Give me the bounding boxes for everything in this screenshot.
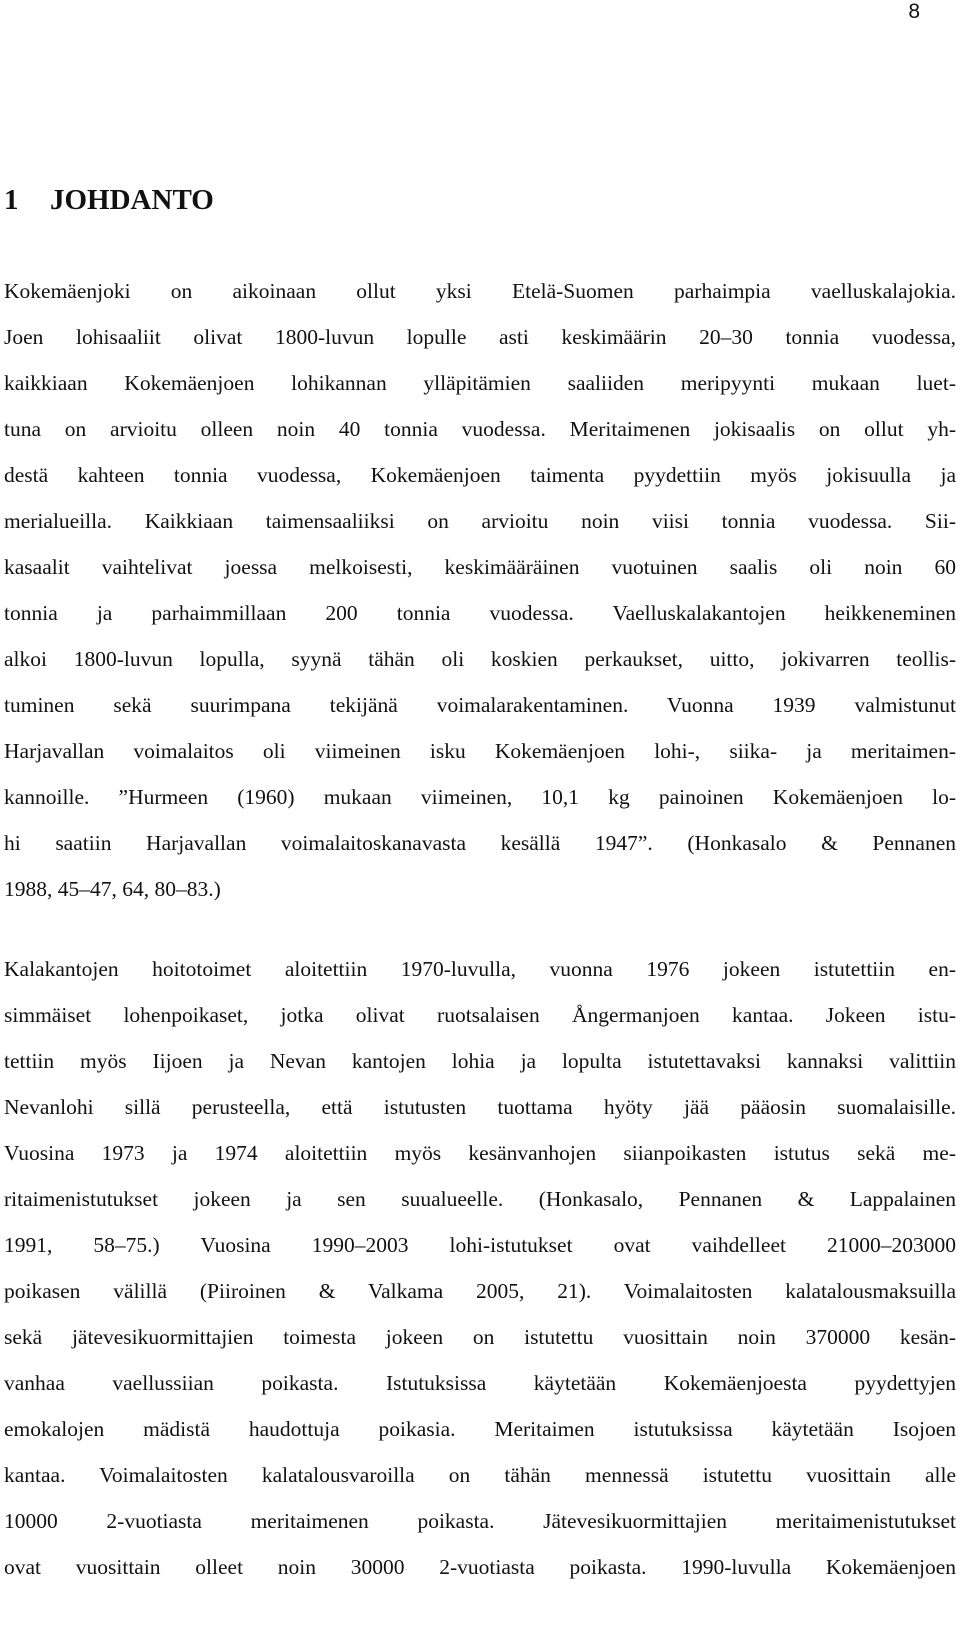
text-line: simmäiset lohenpoikaset, jotka olivat ruotsalaisen Ångermanjoen kantaa. Jokeen istu- — [4, 1003, 956, 1027]
text-line: Joen lohisaaliit olivat 1800-luvun lopulle asti keskimäärin 20–30 tonnia vuodessa, — [4, 325, 956, 349]
text-line: ovat vuosittain olleet noin 30000 2-vuotiasta poikasta. 1990-luvulla Kokemäenjoen — [4, 1555, 956, 1579]
text-line: tuna on arvioitu olleen noin 40 tonnia vuodessa. Meritaimenen jokisaalis on ollut yh- — [4, 417, 956, 441]
text-line: kaikkiaan Kokemäenjoen lohikannan ylläpitämien saaliiden meripyynti mukaan luet- — [4, 371, 956, 395]
chapter-heading — [4, 184, 214, 217]
text-line: tonnia ja parhaimmillaan 200 tonnia vuodessa. Vaelluskalakantojen heikkeneminen — [4, 601, 956, 625]
text-line: destä kahteen tonnia vuodessa, Kokemäenjoen taimenta pyydettiin myös jokisuulla ja — [4, 463, 956, 487]
text-line: hi saatiin Harjavallan voimalaitoskanavasta kesällä 1947”. (Honkasalo & Pennanen — [4, 831, 956, 855]
page-number: 8 — [908, 0, 920, 23]
chapter-number: 1 — [4, 184, 19, 216]
paragraph-history — [4, 268, 956, 912]
text-line: vanhaa vaellussiian poikasta. Istutuksissa käytetään Kokemäenjoesta pyydettyjen — [4, 1371, 956, 1395]
text-line: emokalojen mädistä haudottuja poikasia. Meritaimen istutuksissa käytetään Isojoen — [4, 1417, 956, 1441]
text-line: merialueilla. Kaikkiaan taimensaaliiksi on arvioitu noin viisi tonnia vuodessa. Sii- — [4, 509, 956, 533]
paragraph-stocking — [4, 946, 956, 1590]
text-line: Nevanlohi sillä perusteella, että istutusten tuottama hyöty jää pääosin suomalaisille. — [4, 1095, 956, 1119]
text-line: Harjavallan voimalaitos oli viimeinen isku Kokemäenjoen lohi-, siika- ja meritaimen- — [4, 739, 956, 763]
text-line: 10000 2-vuotiasta meritaimenen poikasta. Jätevesikuormittajien meritaimenistutukset — [4, 1509, 956, 1533]
text-line: tettiin myös Iijoen ja Nevan kantojen lohia ja lopulta istutettavaksi kannaksi valittiin — [4, 1049, 956, 1073]
text-line: tuminen sekä suurimpana tekijänä voimalarakentaminen. Vuonna 1939 valmistunut — [4, 693, 956, 717]
text-line: 1991, 58–75.) Vuosina 1990–2003 lohi-istutukset ovat vaihdelleet 21000–203000 — [4, 1233, 956, 1257]
chapter-title: JOHDANTO — [50, 184, 214, 216]
text-line: Kalakantojen hoitotoimet aloitettiin 1970-luvulla, vuonna 1976 jokeen istutettiin en- — [4, 957, 956, 981]
text-line: 1988, 45–47, 64, 80–83.) — [4, 877, 221, 901]
text-line: ritaimenistutukset jokeen ja sen suualueelle. (Honkasalo, Pennanen & Lappalainen — [4, 1187, 956, 1211]
text-line: sekä jätevesikuormittajien toimesta jokeen on istutettu vuosittain noin 370000 kesän- — [4, 1325, 956, 1349]
text-line: kannoille. ”Hurmeen (1960) mukaan viimeinen, 10,1 kg painoinen Kokemäenjoen lo- — [4, 785, 956, 809]
text-line: Vuosina 1973 ja 1974 aloitettiin myös kesänvanhojen siianpoikasten istutus sekä me- — [4, 1141, 956, 1165]
text-line: kantaa. Voimalaitosten kalatalousvaroilla on tähän mennessä istutettu vuosittain alle — [4, 1463, 956, 1487]
text-line: kasaalit vaihtelivat joessa melkoisesti, keskimääräinen vuotuinen saalis oli noin 60 — [4, 555, 956, 579]
text-line: poikasen välillä (Piiroinen & Valkama 2005, 21). Voimalaitosten kalatalousmaksuilla — [4, 1279, 956, 1303]
text-line: alkoi 1800-luvun lopulla, syynä tähän oli koskien perkaukset, uitto, jokivarren teollis- — [4, 647, 956, 671]
text-line: Kokemäenjoki on aikoinaan ollut yksi Etelä-Suomen parhaimpia vaelluskalajokia. — [4, 279, 956, 303]
